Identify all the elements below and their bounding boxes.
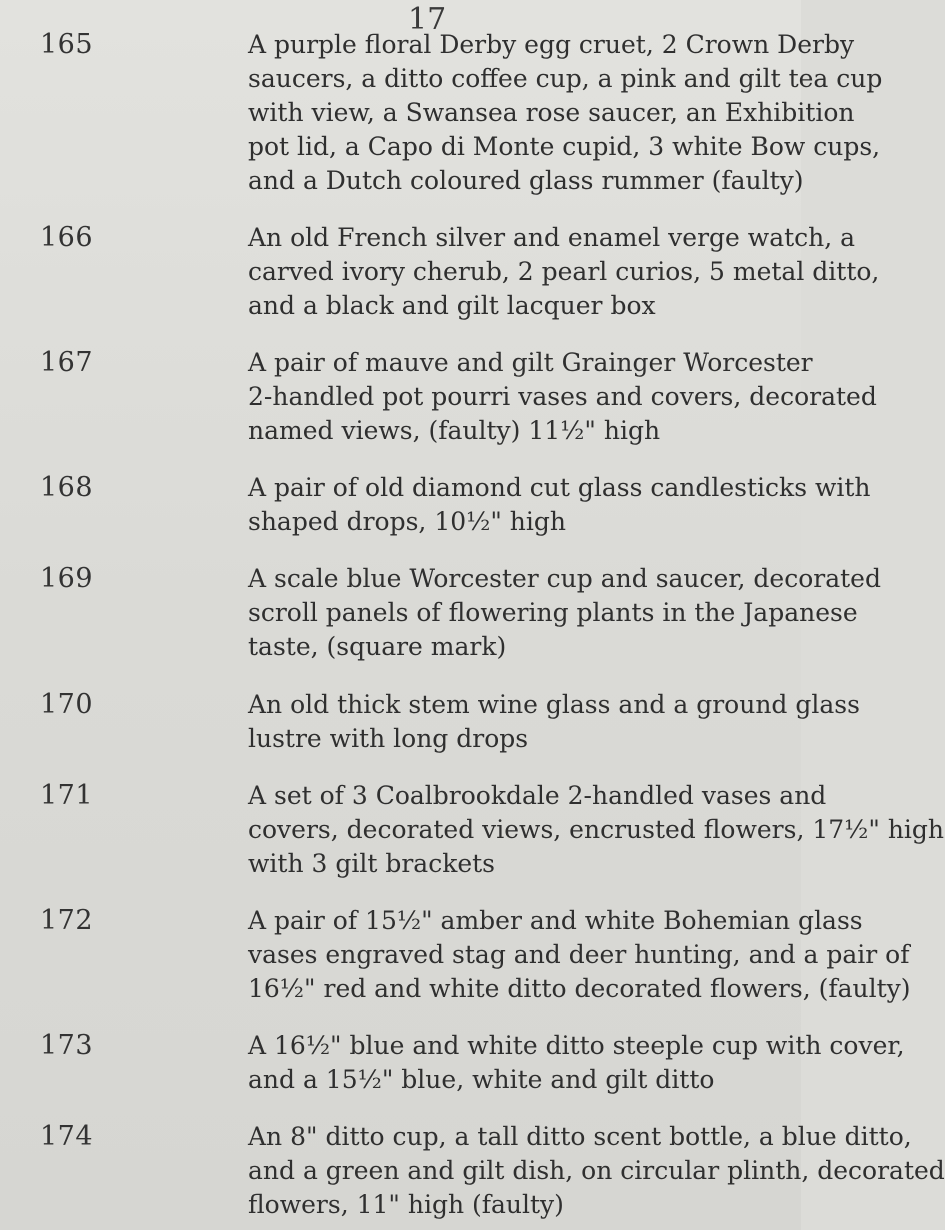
description-line: and a Dutch coloured glass rummer (faulty) — [248, 166, 804, 195]
lot-number: 174 — [40, 1121, 94, 1152]
page-number: 17 — [408, 2, 447, 37]
description-line: A pair of mauve and gilt Grainger Worcester — [248, 348, 813, 377]
description-line: taste, (square mark) — [248, 632, 507, 661]
lot-number: 170 — [40, 689, 94, 720]
description-line: pot lid, a Capo di Monte cupid, 3 white Bow cups, — [248, 132, 881, 161]
lot-number: 168 — [40, 472, 94, 503]
description-line: with view, a Swansea rose saucer, an Exhibition — [248, 98, 855, 127]
lot-number: 172 — [40, 905, 94, 936]
description-line: A 16½" blue and white ditto steeple cup with cover, — [248, 1031, 905, 1060]
lot-number: 169 — [40, 563, 94, 594]
description-line: An old thick stem wine glass and a ground glass — [248, 690, 860, 719]
description-line: flowers, 11" high (faulty) — [248, 1190, 564, 1219]
description-line: with 3 gilt brackets — [248, 849, 496, 878]
lot-number: 166 — [40, 222, 94, 253]
lot-number: 167 — [40, 347, 94, 378]
description-line: An old French silver and enamel verge watch, a — [248, 223, 856, 252]
lot-description — [248, 1029, 905, 1097]
description-line: saucers, a ditto coffee cup, a pink and gilt tea cup — [248, 64, 883, 93]
description-line: and a black and gilt lacquer box — [248, 291, 656, 320]
lot-description — [248, 1120, 945, 1222]
description-line: shaped drops, 10½" high — [248, 507, 567, 536]
description-line: carved ivory cherub, 2 pearl curios, 5 metal ditto, — [248, 257, 880, 286]
description-line: A set of 3 Coalbrookdale 2-handled vases and — [248, 781, 827, 810]
description-line: 2-handled pot pourri vases and covers, decorated — [248, 382, 877, 411]
description-line: scroll panels of flowering plants in the Japanese — [248, 598, 858, 627]
description-line: lustre with long drops — [248, 724, 529, 753]
lot-number: 173 — [40, 1030, 94, 1061]
lot-description — [248, 562, 881, 664]
description-line: vases engraved stag and deer hunting, and a pair of — [248, 940, 910, 969]
description-line: A purple floral Derby egg cruet, 2 Crown Derby — [248, 30, 855, 59]
description-line: named views, (faulty) 11½" high — [248, 416, 661, 445]
lot-number: 171 — [40, 780, 94, 811]
lot-description — [248, 471, 871, 539]
lot-number: 165 — [40, 29, 94, 60]
description-line: A scale blue Worcester cup and saucer, decorated — [248, 564, 881, 593]
lot-description — [248, 779, 945, 881]
lot-description — [248, 28, 883, 198]
description-line: and a green and gilt dish, on circular plinth, decorated — [248, 1156, 945, 1185]
description-line: and a 15½" blue, white and gilt ditto — [248, 1065, 715, 1094]
description-line: A pair of old diamond cut glass candlesticks with — [248, 473, 871, 502]
description-line: A pair of 15½" amber and white Bohemian glass — [248, 906, 863, 935]
lot-description — [248, 346, 877, 448]
lot-description — [248, 688, 860, 756]
lot-description — [248, 904, 911, 1006]
description-line: An 8" ditto cup, a tall ditto scent bottle, a blue ditto, — [248, 1122, 912, 1151]
description-line: covers, decorated views, encrusted flowers, 17½" high — [248, 815, 945, 844]
description-line: 16½" red and white ditto decorated flowers, (faulty) — [248, 974, 911, 1003]
lot-description — [248, 221, 880, 323]
